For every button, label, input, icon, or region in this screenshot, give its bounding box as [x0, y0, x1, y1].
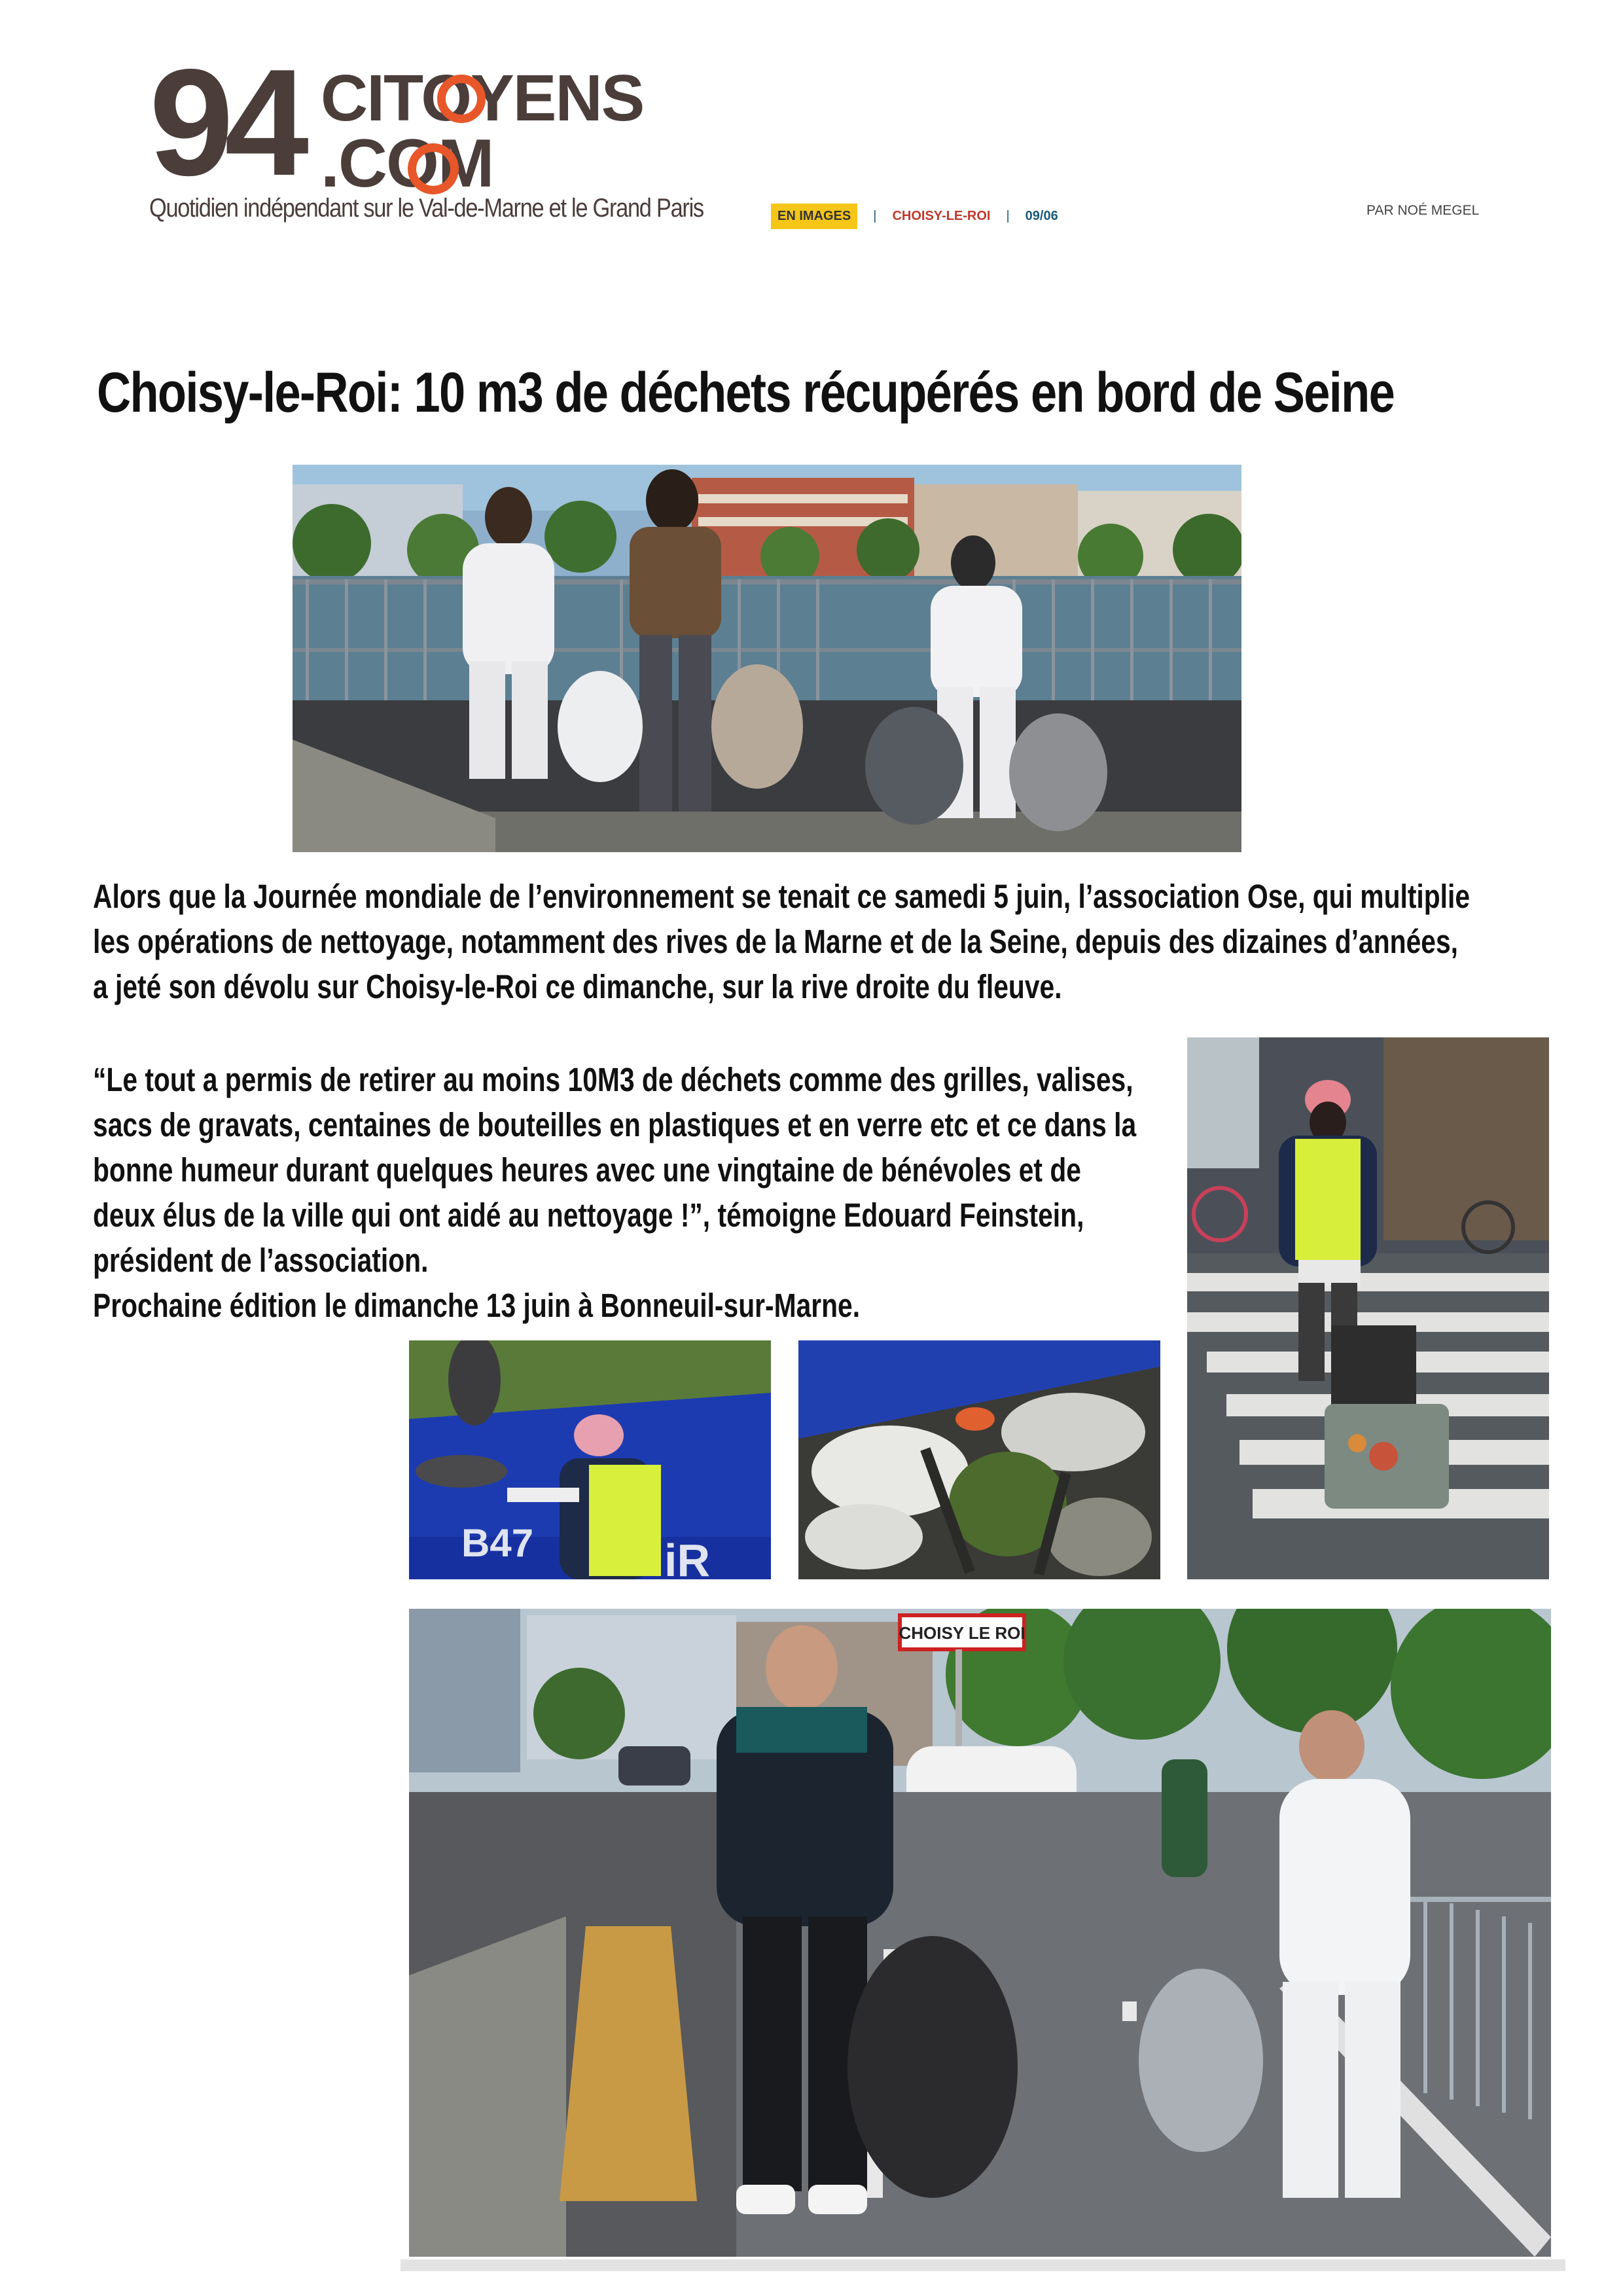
speech-bubble-icon	[437, 75, 486, 123]
article-quote	[93, 1057, 1136, 1328]
logo-tagline: Quotidien indépendant sur le Val-de-Marne et le Grand Paris	[149, 194, 704, 223]
photo-collected-waste	[798, 1340, 1160, 1579]
next-edition-line: Prochaine édition le dimanche 13 juin à Bonneuil-sur-Marne.	[93, 1287, 861, 1324]
site-logo[interactable]	[149, 38, 704, 241]
location-link[interactable]: CHOISY-LE-ROI	[892, 208, 991, 223]
category-badge[interactable]: EN IMAGES	[771, 204, 857, 229]
intro-line: Alors que la Journée mondiale de l’environnement se tenait ce samedi 5 juin, l’association Ose, qui multiplie	[93, 878, 1471, 915]
author-byline[interactable]: PAR NOÉ MEGEL	[1366, 203, 1480, 218]
quote-line: “Le tout a permis de retirer au moins 10M3 de déchets comme des grilles, valises,	[93, 1061, 1133, 1098]
photo-dumpster	[409, 1340, 771, 1579]
town-sign-text: CHOISY LE ROI	[899, 1623, 1026, 1643]
article-intro	[93, 874, 1470, 1009]
quote-line: bonne humeur durant quelques heures avec une vingtaine de bénévoles et de	[93, 1151, 1081, 1189]
bottom-divider	[401, 2259, 1565, 2271]
intro-line: a jeté son dévolu sur Choisy-le-Roi ce dimanche, sur la rive droite du fleuve.	[93, 968, 1062, 1005]
quote-line: président de l’association.	[93, 1242, 429, 1279]
logo-number: 94	[149, 38, 300, 207]
photo-volunteers-road	[409, 1609, 1551, 2257]
intro-line: les opérations de nettoyage, notamment des rives de la Marne et de la Seine, depuis des dizaines d’années,	[93, 923, 1458, 960]
container-marking: B47	[461, 1521, 534, 1565]
article-title: Choisy-le-Roi: 10 m3 de déchets récupérés en bord de Seine	[97, 361, 1395, 424]
article-meta	[771, 202, 1058, 230]
publication-date: 09/06	[1025, 208, 1058, 223]
quote-line: deux élus de la ville qui ont aidé au nettoyage !”, témoigne Edouard Feinstein,	[93, 1196, 1084, 1234]
container-marking-right: iR	[664, 1535, 710, 1579]
meta-separator: |	[1006, 208, 1010, 223]
logo-name-top: CITOYENS	[321, 62, 644, 135]
photo-volunteer-cart	[1187, 1037, 1549, 1579]
meta-separator: |	[873, 208, 877, 223]
photo-volunteers-bridge	[293, 465, 1241, 852]
speech-bubble-icon	[408, 143, 459, 194]
logo-name-bottom: .COM	[321, 126, 493, 202]
quote-line: sacs de gravats, centaines de bouteilles en plastiques et en verre etc et ce dans la	[93, 1106, 1137, 1143]
